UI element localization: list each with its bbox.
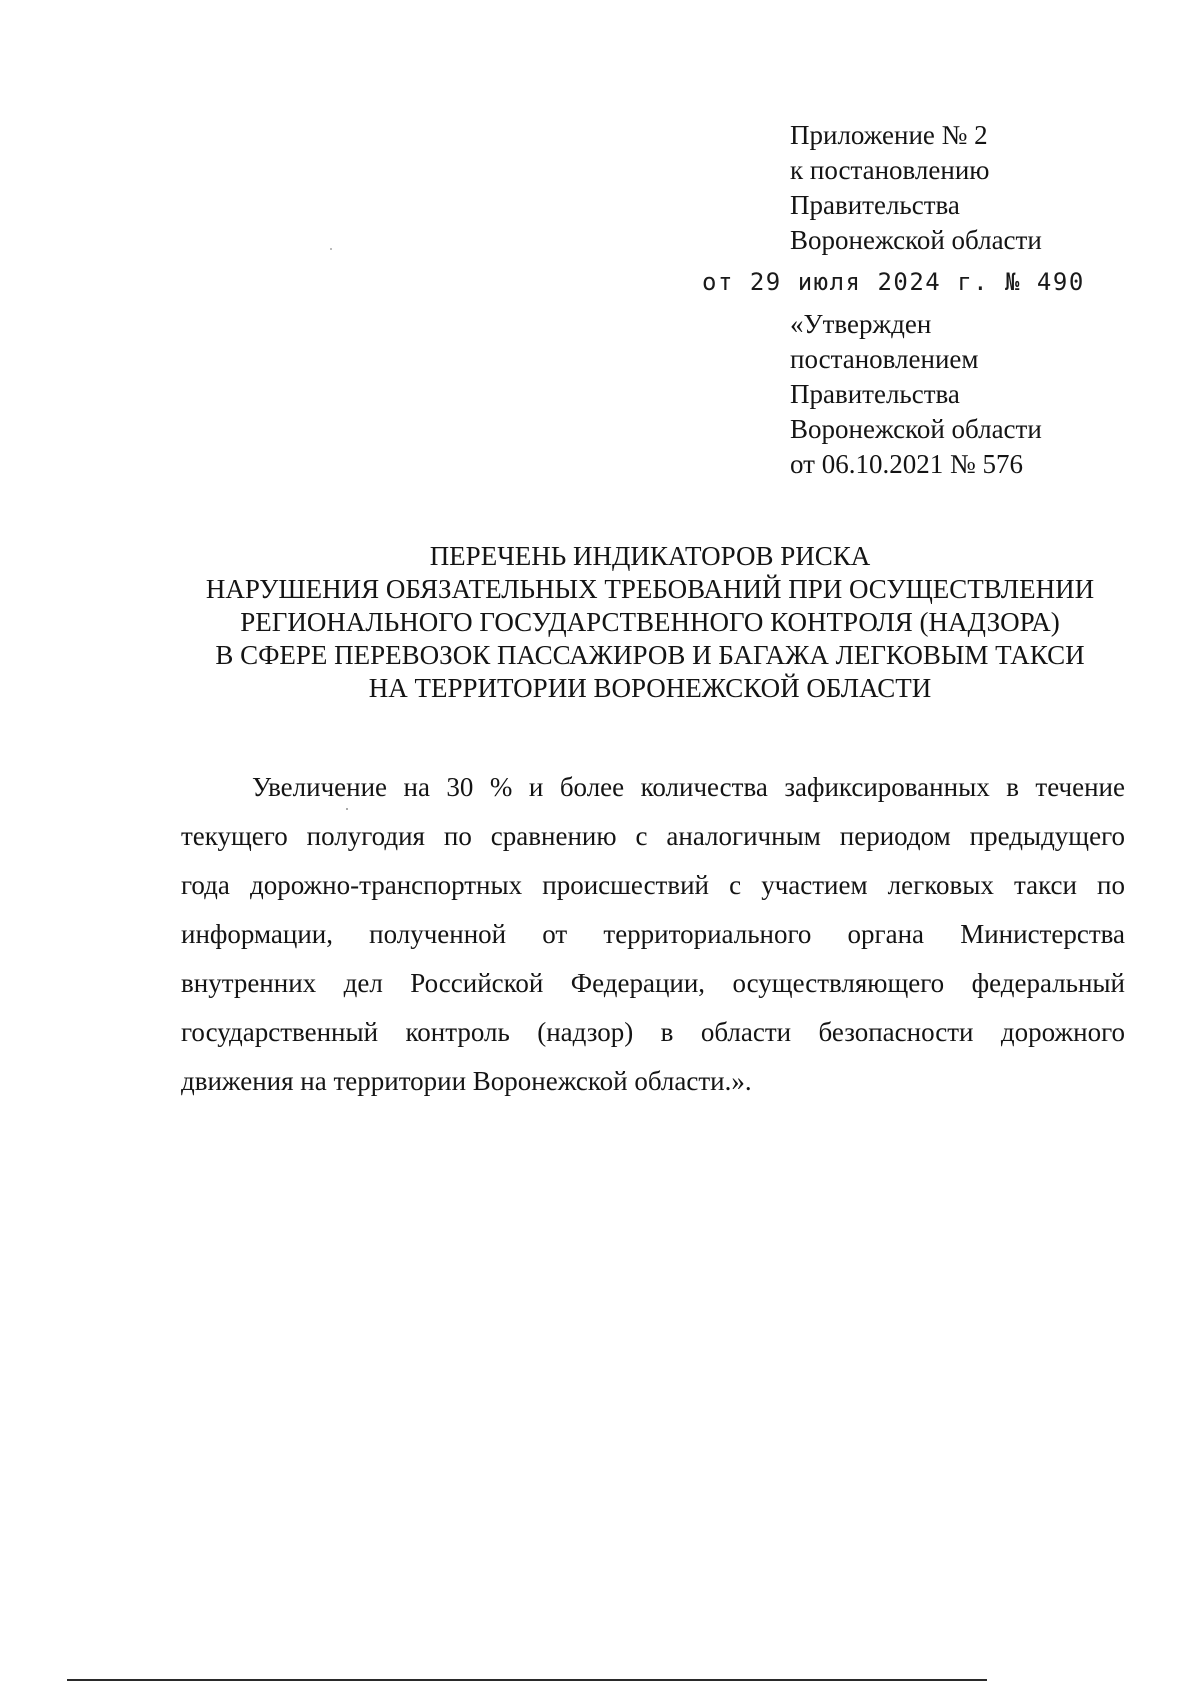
approved-line: Воронежской области <box>790 414 1042 444</box>
approved-line: Правительства <box>790 379 960 409</box>
bottom-rule <box>67 1679 987 1681</box>
body-line: текущего полугодия по сравнению с аналогичным периодом предыдущего <box>181 821 1125 851</box>
approved-line: постановлением <box>790 344 979 374</box>
body-paragraph <box>181 763 1125 1106</box>
title-line: РЕГИОНАЛЬНОГО ГОСУДАРСТВЕННОГО КОНТРОЛЯ (НАДЗОРА) <box>240 607 1060 637</box>
title-line: НА ТЕРРИТОРИИ ВОРОНЕЖСКОЙ ОБЛАСТИ <box>368 673 932 703</box>
appendix-line: Воронежской области <box>790 225 1042 255</box>
body-line: информации, полученной от территориального органа Министерства <box>181 919 1125 949</box>
title-line: ПЕРЕЧЕНЬ ИНДИКАТОРОВ РИСКА <box>429 541 871 571</box>
scan-speck <box>330 248 332 250</box>
title-line: В СФЕРЕ ПЕРЕВОЗОК ПАССАЖИРОВ И БАГАЖА ЛЕГКОВЫМ ТАКСИ <box>215 640 1085 670</box>
title-line: НАРУШЕНИЯ ОБЯЗАТЕЛЬНЫХ ТРЕБОВАНИЙ ПРИ ОСУЩЕСТВЛЕНИИ <box>205 574 1095 604</box>
body-line: внутренних дел Российской Федерации, осуществляющего федеральный <box>181 968 1125 998</box>
approved-header <box>790 307 1042 482</box>
approved-line: от 06.10.2021 № 576 <box>790 449 1023 479</box>
body-line: государственный контроль (надзор) в области безопасности дорожного <box>181 1017 1125 1047</box>
approved-line: «Утвержден <box>790 309 932 339</box>
body-line: года дорожно-транспортных происшествий с участием легковых такси по <box>181 870 1125 900</box>
body-line: Увеличение на 30 % и более количества зафиксированных в течение <box>252 772 1125 802</box>
appendix-line: Приложение № 2 <box>790 120 988 150</box>
appendix-line: к постановлению <box>790 155 990 185</box>
appendix-line: Правительства <box>790 190 960 220</box>
body-line: движения на территории Воронежской области.». <box>181 1066 752 1096</box>
appendix-header <box>790 118 1042 258</box>
registration-stamp: от 29 июля 2024 г. № 490 <box>702 268 1085 296</box>
document-title <box>160 540 1140 705</box>
